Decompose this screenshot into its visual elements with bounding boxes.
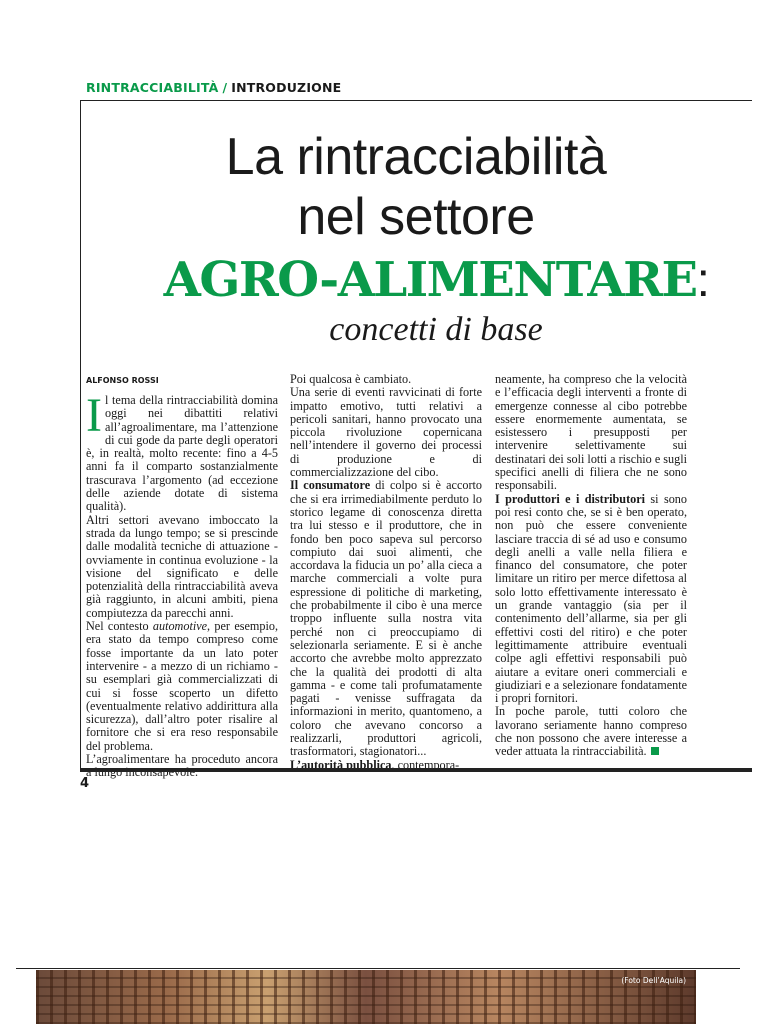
- article-title-highlight: [80, 250, 768, 311]
- photo-credit: (Foto Dell’Aquila): [621, 976, 686, 985]
- col2-paragraph-2: Una serie di eventi ravvicinati di forte impatto emotivo, tutti relativi a pericoli sanitari, hanno provocato una piccola rivoluzione copernicana nell’intendere il governo dei processi di produzione e di commercializzazione del cibo.: [290, 385, 482, 480]
- pallets-photo: [36, 970, 696, 1024]
- col2-p4-bold: L’autorità pubblica: [290, 757, 392, 772]
- author-byline: ALFONSO ROSSI: [86, 376, 159, 385]
- title-colon: :: [696, 254, 709, 307]
- col3-p3-text: In poche parole, tutti coloro che lavorano seriamente hanno compreso che non possono che avere interesse a veder attuata la rintracciabilità.: [495, 704, 687, 759]
- article-title-line1: La rintracciabilità: [225, 128, 607, 186]
- col1-paragraph-1: [86, 389, 278, 514]
- article-title-line2: nel settore: [297, 188, 535, 246]
- col2-p4-rest: , contempora-: [391, 757, 460, 772]
- col3-p2-rest: si sono poi resi conto che, se si è ben operato, non può che essere conveniente lasciare traccia di sé ad uso e consumo degli anelli a valle nella filiera e financo del consumatore, che poter limitare un ritiro per merce difettosa al solo lotto effettivamente interessato è un grande vantaggio (sia per il contenimento dell’allarme, sia per gli effettivi costi del ritiro) e che poter legittimamente attribuire eventuali colpe agli effettivi responsabili può aiutare a evitare oneri commerciali e giudiziari e a selezionare fondatamente i propri fornitori.: [495, 491, 687, 706]
- text-column-1: [86, 389, 278, 780]
- section-separator: /: [222, 80, 228, 95]
- col1-p1-text: l tema della rintracciabilità domina oggi nei dibattiti relativi all’agroalimentare, ma l’attenzione di cui gode da parte degli operatori è, in realtà, molto recente: fino a 4-5 anni fa il comparto sostanzialmente trascurava l’argomento (ad eccezione delle aziende dotate di sistema qualità).: [86, 393, 278, 514]
- col3-paragraph-3: [495, 705, 687, 758]
- col2-p3-rest: di colpo si è accorto che si era irrimediabilmente perduto lo storico legame di conoscenza diretta tra lui stesso e il produttore, che in fondo ben poco sapeva sul percorso compiuto dai suoi alimenti, che accordava la fiducia un po’ alla cieca a marche commerciali a volte pura espressione di politiche di marketing, che probabilmente il cibo è una merce troppo influente sulla nostra vita perché non ci preoccupiamo di selezionarla seriamente. E si è anche accorto che avrebbe molto apprezzato che la qualità dei prodotti di alta gamma - e come tali profumatamente pagati - venisse suffragata da informazioni in merito, quantomeno, a coloro che avevano concorso a realizzarli, produttori agricoli, trasformatori, stagionatori...: [290, 478, 482, 759]
- title-highlight-text: AGRO-ALIMENTARE: [163, 252, 697, 308]
- col3-p2-bold: I produttori e i distributori: [495, 491, 646, 506]
- col2-paragraph-1: Poi qualcosa è cambiato.: [290, 372, 412, 386]
- col3-paragraph-1: neamente, ha compreso che la velocità e l’efficacia degli interventi a fronte di emergenze connesse al cibo potrebbe essere enormemente aumentata, se esistessero i presupposti per intervenire selettivamente sui destinatari dei soli lotti a rischio e sugli specifici anelli di filiera che ne sono responsabili.: [495, 372, 687, 493]
- section-header: [86, 80, 341, 95]
- bottom-rule: [80, 768, 752, 772]
- article-subtitle: concetti di base: [329, 311, 543, 348]
- col2-p3-bold: Il consumatore: [290, 478, 371, 493]
- col2-paragraph-3: [290, 479, 482, 758]
- page-number: 4: [80, 776, 90, 791]
- drop-cap: I: [86, 389, 102, 442]
- photo-top-rule: [16, 968, 740, 969]
- section-topic: INTRODUZIONE: [231, 80, 342, 95]
- col1-p3-after: , per esempio, era stato da tempo compreso come fosse importante da un lato poter intervenire - a mezzo di un richiamo - su esemplari già commercializzati di cui si fosse scoperto un difetto (eventualmente relativo addirittura alla sicurezza), dall’altro poter risalire al fornitore che si era reso responsabile del problema.: [86, 619, 278, 753]
- col1-paragraph-3: [86, 620, 278, 753]
- section-category: RINTRACCIABILITÀ: [86, 80, 219, 95]
- col1-paragraph-2: Altri settori avevano imboccato la strada da lungo tempo; se si prescinde dalle modalità tecniche di attuazione - ovviamente in continua evoluzione - la visione del significato e delle potenzialità della rintracciabilità aveva già raggiunto, in alcuni ambiti, piena compiutezza da parecchi anni.: [86, 512, 278, 620]
- text-column-3: [495, 373, 687, 759]
- top-rule: [80, 100, 752, 101]
- col1-paragraph-4: L’agroalimentare ha proceduto ancora a lungo inconsapevole.: [86, 752, 278, 780]
- col1-p3-before: Nel contesto: [86, 619, 153, 634]
- col3-paragraph-2: [495, 493, 687, 706]
- col1-p3-italic: automotive: [152, 619, 208, 634]
- text-column-2: [290, 373, 482, 772]
- end-mark-icon: [651, 747, 659, 755]
